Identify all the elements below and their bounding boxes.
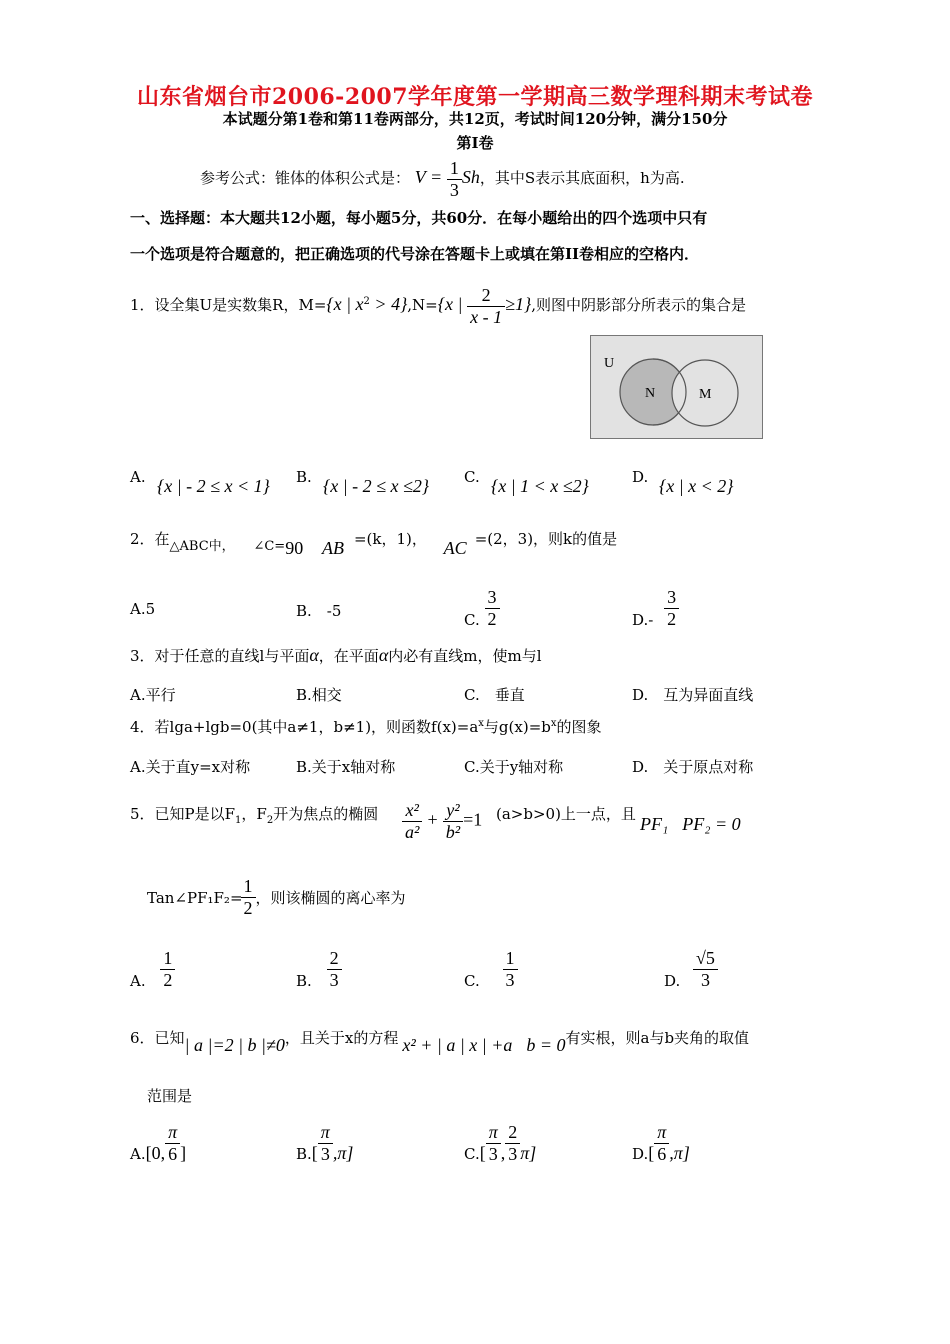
question-1: 1．设全集U是实数集R，M={x | $x^2 > 4\},N=\{x$ | $\frac{2}{x - 1}$ ≥1},则图中阴影部分所表示的集合是 bbox=[130, 285, 747, 327]
q3-option-d: D. 互为异面直线 bbox=[632, 686, 754, 704]
q1-option-d: D. bbox=[632, 468, 649, 486]
q1-fraction: $\frac{2}{x - 1}$ bbox=[467, 285, 505, 327]
exam-title: 山东省烟台市2006-2007学年度第一学期高三数学理科期末考试卷 bbox=[136, 84, 814, 110]
q1-option-d-math: {x | x < 2} bbox=[659, 476, 734, 496]
volume-label: 第I卷 bbox=[456, 134, 494, 152]
q3-option-a: A.平行 bbox=[130, 686, 176, 704]
q1-option-b-math: {x | - 2 ≤ x ≤2} bbox=[323, 476, 430, 496]
q1-option-b: B. bbox=[296, 468, 312, 486]
q5-option-d: D. $\frac{√5}{3}$ bbox=[664, 948, 718, 990]
q5-condition: (a>b>0)上一点，且 bbox=[496, 805, 636, 823]
venn-diagram bbox=[590, 335, 763, 439]
question-2: 2．在△ABC中， ∠C=90 AB =(k，1)， AC =(2，3)，则k的值是 bbox=[130, 530, 618, 558]
q5-tan: Tan∠PF₁F₂= $\frac{1}{2}$ ，则该椭圆的离心率为 bbox=[147, 876, 406, 918]
q1-option-c-math: {x | 1 < x ≤2} bbox=[491, 476, 589, 496]
q6-option-c: C.[ $\frac{\pi}{3}$ , $\frac{2}{3}$ π] bbox=[464, 1122, 537, 1164]
formula-suffix: ，其中S表示其底面积，h为高. bbox=[479, 169, 685, 188]
question-4: 4．若lga+lgb=0(其中a≠1，b≠1)，则函数$f(x)=a^x$与$g(x)=b^x$的图象 bbox=[130, 718, 602, 736]
q4-option-c: C.关于y轴对称 bbox=[464, 758, 564, 776]
q5-option-a: A. $\frac{1}{2}$ bbox=[130, 948, 175, 990]
q5-option-c: C. $\frac{1}{3}$ bbox=[464, 948, 518, 990]
q2-option-c: C. $\frac{3}{2}$ bbox=[464, 587, 500, 629]
formula-lhs: V = bbox=[414, 167, 443, 188]
question-3: 3．对于任意的直线l与平面α，在平面α内必有直线m，使m与l bbox=[130, 645, 542, 665]
exam-info: 本试题分第1卷和第11卷两部分，共12页，考试时间120分钟，满分150分 bbox=[222, 110, 728, 128]
q6-line-2: 范围是 bbox=[147, 1087, 193, 1105]
q4-option-d: D. 关于原点对称 bbox=[632, 758, 754, 776]
formula-prefix: 参考公式：锥体的体积公式是： bbox=[200, 169, 411, 188]
reference-formula bbox=[200, 158, 685, 200]
q5-dot-product: PF₁⃞PF₂ = 0 bbox=[640, 814, 741, 834]
formula-fraction: $\frac{1}{3}$ bbox=[447, 158, 462, 200]
venn-label-u: U bbox=[604, 356, 615, 371]
venn-label-n: N bbox=[645, 386, 656, 401]
q3-option-b: B.相交 bbox=[296, 686, 342, 704]
q4-option-a: A.关于直y=x对称 bbox=[130, 758, 251, 776]
section-line-1: 一、选择题：本大题共12小题，每小题5分，共60分．在每小题给出的四个选项中只有 bbox=[130, 209, 708, 227]
q6-option-b: B.[ $\frac{\pi}{3}$ ,π] bbox=[296, 1122, 354, 1164]
q5-option-b: B. $\frac{2}{3}$ bbox=[296, 948, 342, 990]
question-5: 5．已知P是以$F_1$，$F_2$开为焦点的椭圆 bbox=[130, 805, 379, 826]
q6-option-a: A.[0, $\frac{\pi}{6}$ ] bbox=[130, 1122, 187, 1164]
q1-option-a-math: {x | - 2 ≤ x < 1} bbox=[157, 476, 270, 496]
q2-option-d: D.- $\frac{3}{2}$ bbox=[632, 587, 679, 629]
q1-option-c: C. bbox=[464, 468, 480, 486]
q2-option-a: A.5 bbox=[130, 600, 156, 618]
q2-option-b: B. -5 bbox=[296, 602, 342, 620]
q4-option-b: B.关于x轴对称 bbox=[296, 758, 396, 776]
formula-var: Sh bbox=[461, 167, 480, 188]
q1-option-a: A. bbox=[130, 468, 146, 486]
section-line-2: 一个选项是符合题意的，把正确选项的代号涂在答题卡上或填在第II卷相应的空格内． bbox=[130, 245, 700, 263]
q3-option-c: C. 垂直 bbox=[464, 686, 525, 704]
q6-option-d: D.[ $\frac{\pi}{6}$ ,π] bbox=[632, 1122, 690, 1164]
question-6: 6．已知| a |=2 | b |≠0，且关于x的方程 x² + | a | x | +a⃞b = 0有实根，则a与b夹角的取值 bbox=[130, 1029, 750, 1055]
venn-label-m: M bbox=[699, 387, 712, 402]
q5-ellipse-equation: $\frac{\text{x²}}{\text{a²}}$ + $\frac{\text{y²}}{\text{b²}}$ =1 bbox=[402, 800, 482, 842]
